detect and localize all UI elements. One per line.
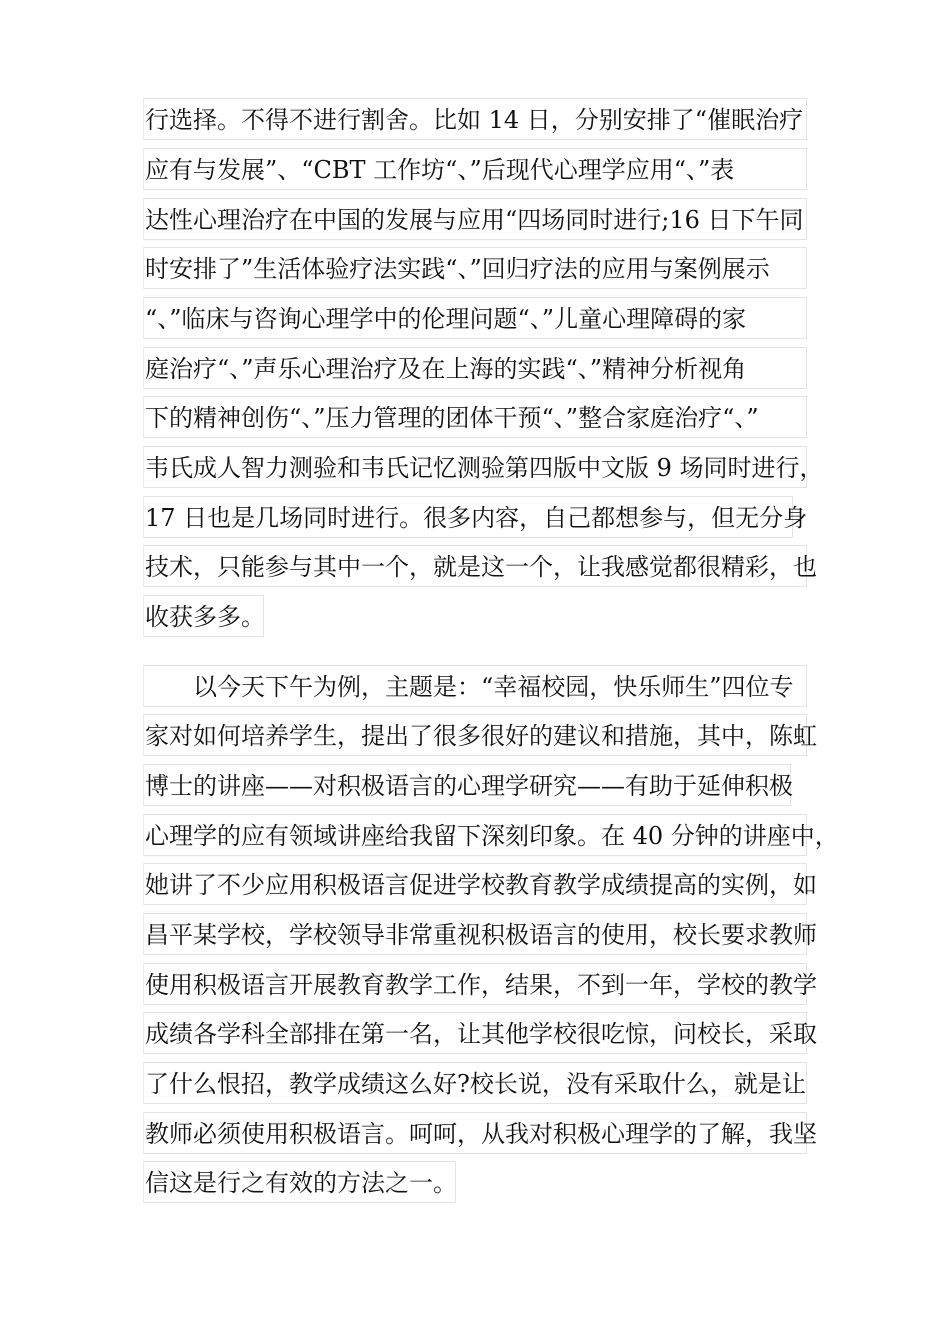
text-line: 韦氏成人智力测验和韦氏记忆测验第四版中文版 9 场同时进行， bbox=[143, 446, 807, 488]
text-line: 心理学的应有领域讲座给我留下深刻印象。在 40 分钟的讲座中， bbox=[143, 814, 807, 856]
text-line: 家对如何培养学生，提出了很多很好的建议和措施，其中，陈虹 bbox=[143, 714, 807, 756]
text-line: 下的精神创伤“、”压力管理的团体干预“、”整合家庭治疗“、” bbox=[143, 396, 807, 438]
text-line: 技术，只能参与其中一个，就是这一个，让我感觉都很精彩，也 bbox=[143, 545, 807, 587]
text-line: 以今天下午为例，主题是：“幸福校园，快乐师生”四位专 bbox=[143, 665, 807, 707]
text-line: 庭治疗“、”声乐心理治疗及在上海的实践“、”精神分析视角 bbox=[143, 347, 807, 389]
text-line: 使用积极语言开展教育教学工作，结果，不到一年，学校的教学 bbox=[143, 963, 807, 1005]
text-line: 信这是行之有效的方法之一。 bbox=[143, 1161, 456, 1203]
text-line: 收获多多。 bbox=[143, 595, 264, 637]
text-line: “、”临床与咨询心理学中的伦理问题“、”儿童心理障碍的家 bbox=[143, 297, 807, 339]
text-line: 17 日也是几场同时进行。很多内容，自己都想参与，但无分身 bbox=[143, 496, 793, 538]
text-line: 教师必须使用积极语言。呵呵，从我对积极心理学的了解，我坚 bbox=[143, 1112, 807, 1154]
text-line: 行选择。不得不进行割舍。比如 14 日，分别安排了“催眠治疗 bbox=[143, 98, 807, 140]
text-line: 了什么恨招，教学成绩这么好?校长说，没有采取什么，就是让 bbox=[143, 1062, 807, 1104]
text-line: 成绩各学科全部排在第一名，让其他学校很吃惊，问校长，采取 bbox=[143, 1012, 807, 1054]
text-line: 昌平某学校，学校领导非常重视积极语言的使用，校长要求教师 bbox=[143, 913, 807, 955]
text-line: 应有与发展”、“CBT 工作坊“、”后现代心理学应用“、”表 bbox=[143, 148, 807, 190]
text-line: 博士的讲座——对积极语言的心理学研究——有助于延伸积极 bbox=[143, 764, 791, 806]
text-line: 她讲了不少应用积极语言促进学校教育教学成绩提高的实例，如 bbox=[143, 863, 807, 905]
text-line: 时安排了”生活体验疗法实践“、”回归疗法的应用与案例展示 bbox=[143, 247, 807, 289]
text-line: 达性心理治疗在中国的发展与应用“四场同时进行;16 日下午同 bbox=[143, 198, 807, 240]
